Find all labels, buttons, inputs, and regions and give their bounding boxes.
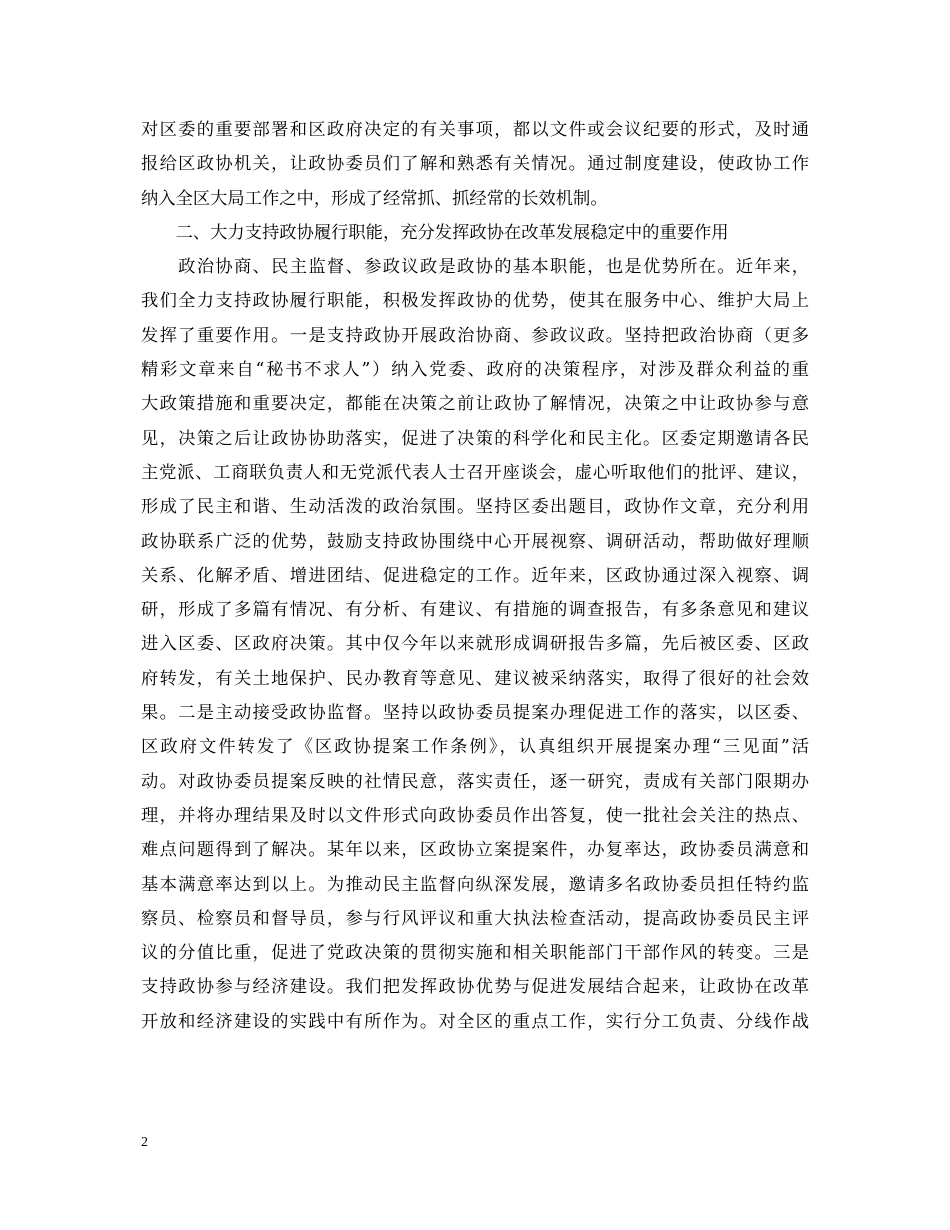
text-line: 大政策措施和重要决定，都能在决策之前让政协了解情况，决策之中让政协参与意: [141, 394, 809, 415]
text-line: 开放和经济建设的实践中有所作为。对全区的重点工作，实行分工负责、分线作战: [141, 1011, 809, 1032]
text-line: 对区委的重要部署和区政府决定的有关事项，都以文件或会议纪要的形式，及时通: [141, 120, 809, 140]
text-line: 议的分值比重，促进了党政决策的贯彻实施和相关职能部门干部作风的转变。三是: [141, 943, 809, 964]
text-line: 察员、检察员和督导员，参与行风评议和重大执法检查活动，提高政协委员民主评: [141, 908, 809, 929]
page-number: 2: [141, 1135, 148, 1150]
text-line: 纳入全区大局工作之中，形成了经常抓、抓经常的长效机制。: [141, 188, 608, 209]
text-line: 形成了民主和谐、生动活泼的政治氛围。坚持区委出题目，政协作文章，充分利用: [141, 497, 809, 518]
text-line: 难点问题得到了解决。某年以来，区政协立案提案件，办复率达，政协委员满意和: [141, 840, 809, 861]
text-line: 主党派、工商联负责人和无党派代表人士召开座谈会，虚心听取他们的批评、建议，: [141, 462, 809, 483]
text-line: 关系、化解矛盾、增进团结、促进稳定的工作。近年来，区政协通过深入视察、调: [141, 565, 809, 586]
text-line: 精彩文章来自“秘书不求人”）纳入党委、政府的决策程序，对涉及群众利益的重: [141, 360, 809, 381]
text-line: 区政府文件转发了《区政协提案工作条例》，认真组织开展提案办理“三见面”活: [141, 737, 809, 758]
text-line: 基本满意率达到以上。为推动民主监督向纵深发展，邀请多名政协委员担任特约监: [141, 874, 809, 895]
text-line: 政协联系广泛的优势，鼓励支持政协围绕中心开展视察、调研活动，帮助做好理顺: [141, 531, 809, 552]
text-line: 报给区政协机关，让政协委员们了解和熟悉有关情况。通过制度建设，使政协工作: [141, 154, 809, 175]
text-line: 理，并将办理结果及时以文件形式向政协委员作出答复，使一批社会关注的热点、: [141, 805, 809, 826]
text-line: 动。对政协委员提案反映的社情民意，落实责任，逐一研究，责成有关部门限期办: [141, 771, 809, 792]
text-line: 我们全力支持政协履行职能，积极发挥政协的优势，使其在服务中心、维护大局上: [141, 291, 809, 312]
text-line: 果。二是主动接受政协监督。坚持以政协委员提案办理促进工作的落实，以区委、: [141, 703, 809, 724]
text-line: 研，形成了多篇有情况、有分析、有建议、有措施的调查报告，有多条意见和建议: [141, 600, 809, 621]
text-line: 见，决策之后让政协协助落实，促进了决策的科学化和民主化。区委定期邀请各民: [141, 428, 809, 449]
text-line: 支持政协参与经济建设。我们把发挥政协优势与促进发展结合起来，让政协在改革: [141, 977, 809, 998]
text-line: 府转发，有关土地保护、民办教育等意见、建议被采纳落实，取得了很好的社会效: [141, 668, 809, 689]
text-line: 政治协商、民主监督、参政议政是政协的基本职能，也是优势所在。近年来，: [141, 257, 809, 278]
document-body: [141, 113, 809, 1039]
section-heading: 二、大力支持政协履行职能，充分发挥政协在改革发展稳定中的重要作用: [141, 222, 729, 243]
text-line: 发挥了重要作用。一是支持政协开展政治协商、参政议政。坚持把政治协商（更多: [141, 325, 809, 346]
text-line: 进入区委、区政府决策。其中仅今年以来就形成调研报告多篇，先后被区委、区政: [141, 634, 809, 655]
